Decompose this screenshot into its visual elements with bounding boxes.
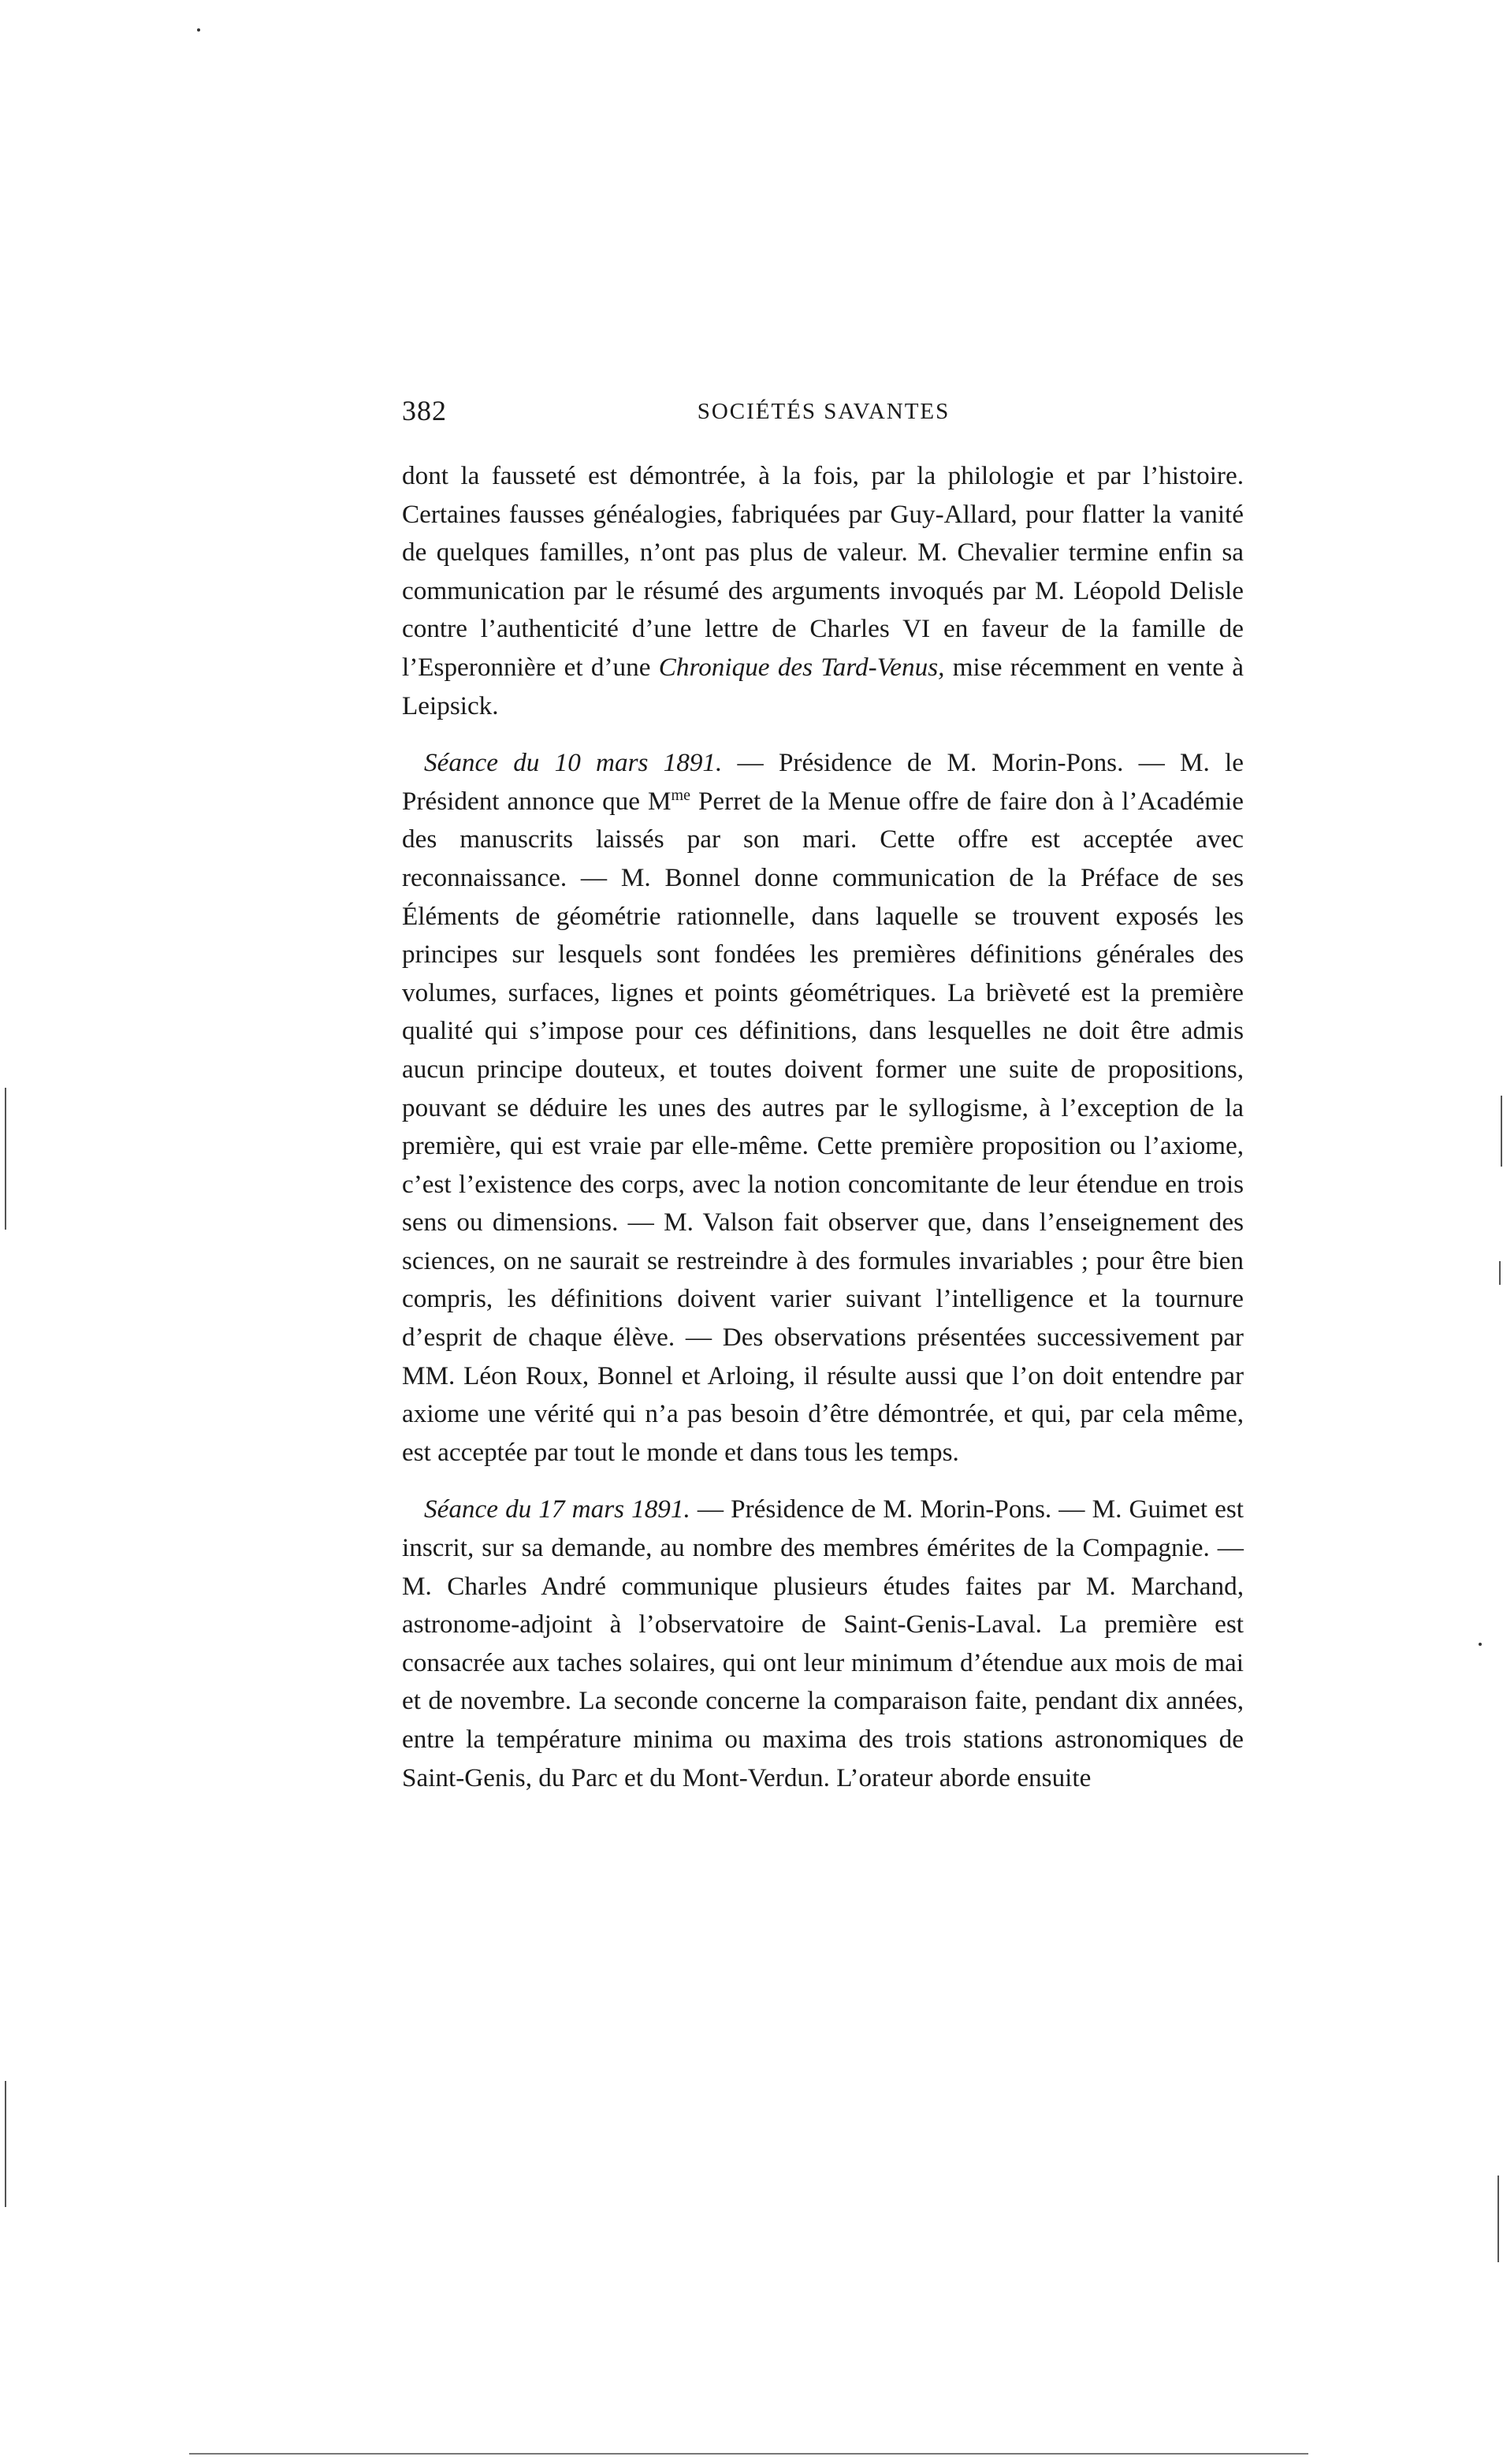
paragraph-text-end: mise récemment en vente à Leipsick.: [402, 652, 1244, 720]
superscript: me: [671, 786, 690, 804]
page-number: 382: [402, 395, 447, 426]
paragraph-continuation: [402, 457, 1244, 725]
scan-margin-line: [5, 1088, 6, 1230]
scan-margin-line: [1501, 1096, 1502, 1167]
scan-bottom-edge: [189, 2453, 1308, 2455]
scan-margin-line: [1497, 2176, 1499, 2262]
paragraph-seance-10-mars: [402, 744, 1244, 1472]
body-text: [402, 457, 1244, 1797]
paragraph-seance-17-mars: [402, 1491, 1244, 1797]
paragraph-text: dont la fausseté est démontrée, à la fois, par la philologie et par l’histoire. Certaines fausses généalogies, fabriquées par Guy-Allard, pour flatter la vanité de quelques familles, n’ont pas plus de valeur. M. Chevalier termine enfin sa communication par le résumé des arguments invoqués par M. Léopold Delisle contre l’authenticité d’une lettre de Charles VI en faveur de la famille de l’Esperonnière et d’une: [402, 461, 1244, 682]
paragraph-text: — Présidence de M. Morin-Pons. — M. Guimet est inscrit, sur sa demande, au nombre des membres émérites de la Compagnie. — M. Charles André communique plusieurs études faites par M. Marchand, astronome-adjoint à l’observatoire de Saint-Genis-Laval. La première est consacrée aux taches solaires, qui ont leur minimum d’étendue aux mois de mai et de novembre. La seconde concerne la comparaison faite, pendant dix années, entre la température minima ou maxima des trois stations astronomiques de Saint-Genis, du Parc et du Mont-Verdun. L’orateur aborde ensuite: [402, 1494, 1244, 1792]
italic-title: Chronique des Tard-Venus,: [658, 652, 945, 682]
seance-label: Séance du 10 mars 1891.: [424, 748, 723, 778]
scan-speck: [197, 28, 200, 32]
paragraph-text: — Présidence de M. Morin-Pons. — M. le Président annonce que M: [402, 748, 1244, 816]
seance-label: Séance du 17 mars 1891.: [424, 1494, 690, 1524]
page-header: [402, 394, 1245, 434]
paragraph-text-rest: Perret de la Menue offre de faire don à l’Académie des manuscrits laissés par son mari. Cette offre est acceptée avec reconnaissance. — M. Bonnel donne communication de la Préface de ses Éléments de géométrie rationnelle, dans laquelle se trouvent exposés les principes sur lesquels sont fondées les premières définitions générales des volumes, surfaces, lignes et points géométriques. La brièveté est la première qualité qui s’impose pour ces définitions, dans lesquelles ne doit être admis aucun principe douteux, et toutes doivent former une suite de propositions, pouvant se déduire les unes des autres par le syllogisme, à l’exception de la première, qui est vraie par elle-même. Cette première proposition ou l’axiome, c’est l’existence des corps, avec la notion concomitante de leur étendue en trois sens ou dimensions. — M. Valson fait observer que, dans l’enseignement des sciences, on ne saurait se restreindre à des formules invariables ; pour être bien compris, les définitions doivent varier suivant l’intelligence et la tournure d’esprit de chaque élève. — Des observations présentées successivement par MM. Léon Roux, Bonnel et Arloing, il résulte aussi que l’on doit entendre par axiome une vérité qui n’a pas besoin d’être démontrée, et qui, par cela même, est acceptée par tout le monde et dans tous les temps.: [402, 786, 1244, 1467]
scan-margin-line: [5, 2081, 6, 2207]
scan-speck: [1479, 1643, 1482, 1646]
scan-margin-line: [1499, 1261, 1501, 1285]
running-head: SOCIÉTÉS SAVANTES: [697, 399, 951, 424]
